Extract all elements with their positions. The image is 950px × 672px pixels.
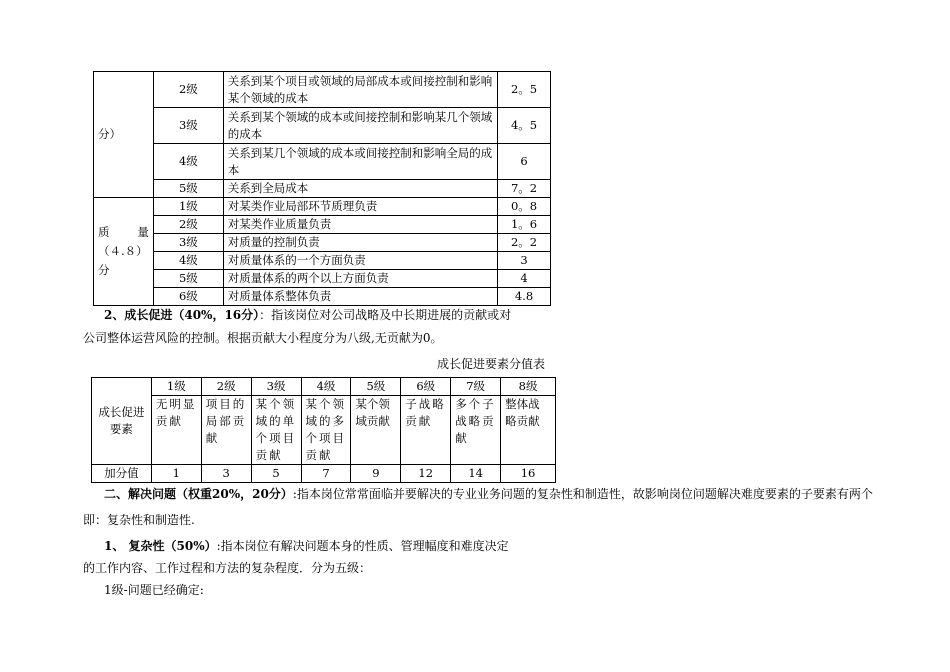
quality-label-line: （４.８） xyxy=(98,244,148,258)
score-cell: 0。8 xyxy=(498,198,551,216)
level-cell: 3级 xyxy=(153,108,223,144)
section2-line1 xyxy=(104,484,873,504)
desc-cell: 关系到某个领域的成本或间接控制和影响某几个领域的成本 xyxy=(223,108,497,144)
growth-desc-cell: 某个领域的多个项目贡献 xyxy=(301,396,351,465)
level-cell: 2级 xyxy=(153,72,223,108)
complexity-line1 xyxy=(104,536,509,556)
complexity-line2: 的工作内容、工作过程和方法的复杂程度．分为五级： xyxy=(83,561,372,575)
growth-desc-cell: 某个领域的单个项目贡献 xyxy=(251,396,301,465)
score-cell: 2。5 xyxy=(498,72,551,108)
growth-row-label-text: 成长促进要素 xyxy=(98,405,145,436)
score-value: 3 xyxy=(201,465,251,483)
cost-quality-table xyxy=(93,71,551,306)
score-value: 14 xyxy=(451,465,501,483)
score-value: 5 xyxy=(251,465,301,483)
score-cell: 4.8 xyxy=(498,288,551,306)
level-header: 6级 xyxy=(401,378,451,396)
desc-cell: 对质量体系的一个方面负责 xyxy=(223,252,497,270)
quality-label-line: 质 量 xyxy=(98,225,149,239)
section2-line2: 即：复杂性和制造性. xyxy=(83,513,195,527)
level-header: 5级 xyxy=(351,378,401,396)
growth-desc-cell: 项目的局部贡献 xyxy=(201,396,251,465)
level-header: 3级 xyxy=(251,378,301,396)
score-value: 1 xyxy=(151,465,201,483)
score-cell: 4 xyxy=(498,270,551,288)
growth-table-caption: 成长促进要素分值表 xyxy=(437,357,546,371)
score-value: 16 xyxy=(501,465,556,483)
score-cell: 4。5 xyxy=(498,108,551,144)
level-cell: 3级 xyxy=(153,234,223,252)
level-header: 8级 xyxy=(501,378,556,396)
desc-cell: 关系到某几个领域的成本或间接控制和影响全局的成本 xyxy=(223,144,497,180)
score-value: 12 xyxy=(401,465,451,483)
complexity-text: :指本岗位有解决问题本身的性质、管理幅度和难度决定 xyxy=(216,539,509,553)
score-cell: 6 xyxy=(498,144,551,180)
cost-category-cell xyxy=(94,72,154,198)
section2-text: :指本岗位常常面临并要解决的专业业务问题的复杂性和制造性，故影响岗位问题解决难度要素的子要素有两个 xyxy=(292,487,873,501)
growth-desc-cell: 整体战略贡献 xyxy=(501,396,556,465)
desc-cell: 对某类作业质量负责 xyxy=(223,216,497,234)
level-cell: 5级 xyxy=(153,180,223,198)
level-cell: 2级 xyxy=(153,216,223,234)
growth-paragraph-line1 xyxy=(104,305,511,325)
level-cell: 1级 xyxy=(153,198,223,216)
desc-cell: 对某类作业局部环节质理负责 xyxy=(223,198,497,216)
growth-row-label xyxy=(92,378,152,465)
level-cell: 4级 xyxy=(153,252,223,270)
growth-heading: 2、成长促进（40%，16分） xyxy=(104,308,260,322)
score-value: 9 xyxy=(351,465,401,483)
level-header: 1级 xyxy=(151,378,201,396)
desc-cell: 关系到某个项目或领域的局部成本或间接控制和影响某个领域的成本 xyxy=(223,72,497,108)
level-cell: 6级 xyxy=(153,288,223,306)
level-header: 7级 xyxy=(451,378,501,396)
growth-text: ：指该岗位对公司战略及中长期进展的贡献或对 xyxy=(259,308,512,322)
cost-category-label: 分） xyxy=(98,127,121,141)
level-cell: 4级 xyxy=(153,144,223,180)
growth-paragraph-line2: 公司整体运营风险的控制。根据贡献大小程度分为八级,无贡献为0。 xyxy=(83,331,443,345)
quality-label-line: 分 xyxy=(98,263,110,277)
complexity-level1: 1级-问题已经确定: xyxy=(104,583,204,597)
growth-desc-cell: 某个领域贡献 xyxy=(351,396,401,465)
desc-cell: 对质量体系的两个以上方面负责 xyxy=(223,270,497,288)
complexity-heading: 1、 复杂性（50%） xyxy=(104,539,217,553)
level-header: 4级 xyxy=(301,378,351,396)
quality-category-cell xyxy=(94,198,154,306)
score-value: 7 xyxy=(301,465,351,483)
score-cell: 3 xyxy=(498,252,551,270)
growth-desc-cell: 无明显贡献 xyxy=(151,396,201,465)
level-header: 2级 xyxy=(201,378,251,396)
section2-heading: 二、解决问题（权重20%，20分） xyxy=(104,487,293,501)
growth-desc-cell: 子战略贡献 xyxy=(401,396,451,465)
growth-score-table xyxy=(91,377,556,483)
desc-cell: 对质量的控制负责 xyxy=(223,234,497,252)
score-cell: 7。2 xyxy=(498,180,551,198)
desc-cell: 对质量体系整体负责 xyxy=(223,288,497,306)
score-cell: 2。2 xyxy=(498,234,551,252)
score-cell: 1。6 xyxy=(498,216,551,234)
score-row-label: 加分值 xyxy=(92,465,152,483)
level-cell: 5级 xyxy=(153,270,223,288)
growth-desc-cell: 多个子战略贡献 xyxy=(451,396,501,465)
desc-cell: 关系到全局成本 xyxy=(223,180,497,198)
